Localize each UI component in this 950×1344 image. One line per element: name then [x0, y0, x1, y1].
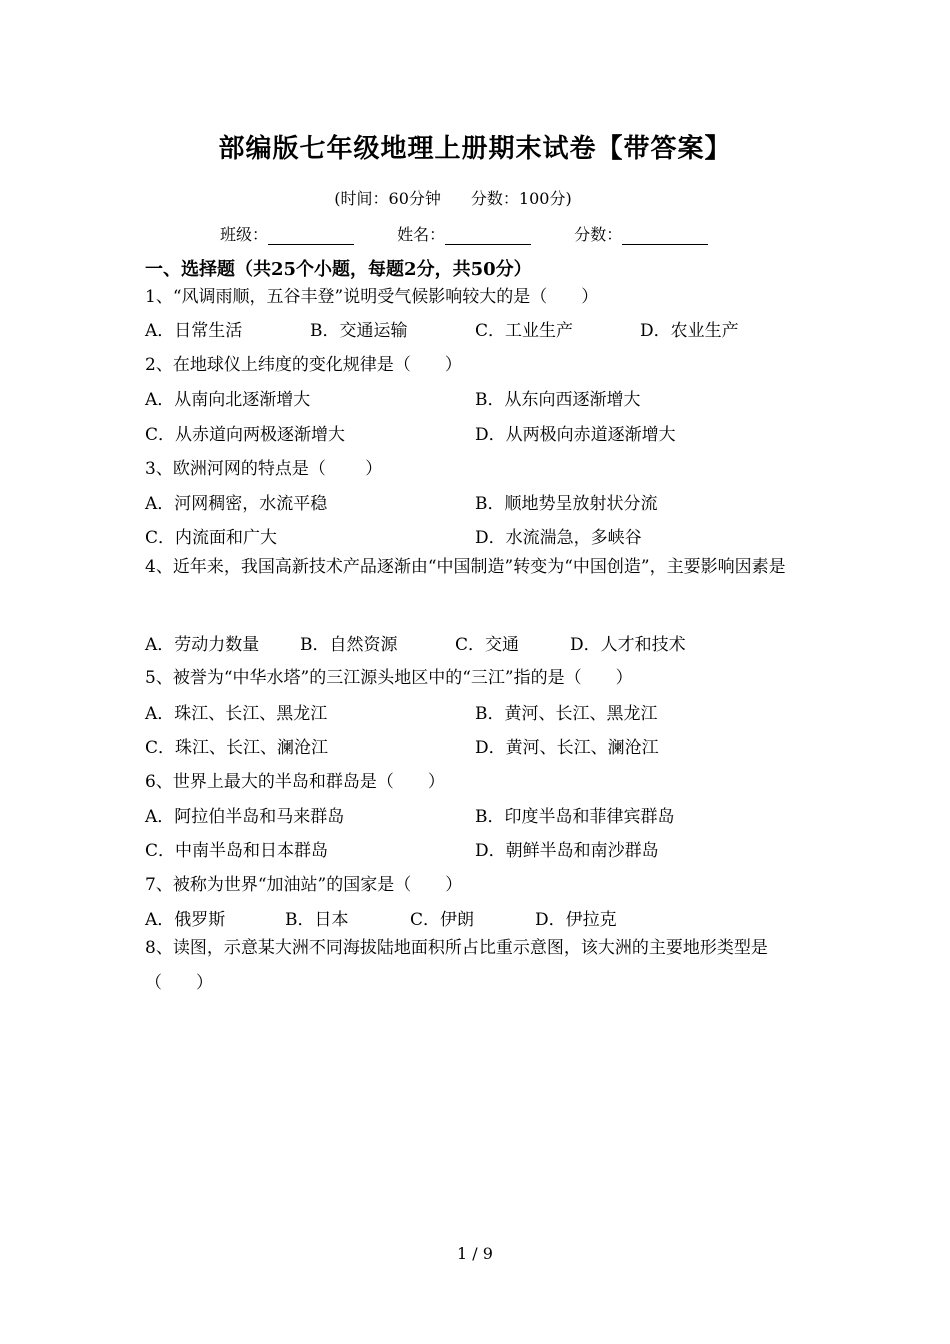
total-score: 分数：100分): [470, 189, 572, 208]
option-row: [145, 385, 641, 410]
option-b: B．印度半岛和菲律宾群岛: [475, 807, 675, 827]
section-title: 一、选择题（共25个小题，每题2分，共50分）: [145, 259, 532, 280]
option-row: [145, 489, 658, 514]
option-b: B．日本: [285, 910, 349, 930]
option-a: A．河网稠密，水流平稳: [145, 494, 328, 514]
option-d: D．农业生产: [640, 321, 739, 341]
option-row: [145, 905, 617, 930]
option-a: A．俄罗斯: [145, 910, 226, 930]
option-d: D．从两极向赤道逐渐增大: [475, 425, 676, 445]
question-stem: 2、在地球仪上纬度的变化规律是（ ）: [145, 355, 462, 375]
question-stem: 5、被誉为“中华水塔”的三江源头地区中的“三江”指的是（ ）: [145, 668, 633, 688]
exam-subtitle: [0, 186, 906, 209]
option-b: B．黄河、长江、黑龙江: [475, 704, 658, 724]
option-c: C．工业生产: [475, 321, 574, 341]
option-b: B．顺地势呈放射状分流: [475, 494, 658, 514]
score-blank[interactable]: [622, 228, 708, 245]
question-stem: 6、世界上最大的半岛和群岛是（ ）: [145, 772, 445, 792]
question-stem: 4、近年来，我国高新技术产品逐渐由“中国制造”转变为“中国创造”，主要影响因素是: [145, 557, 786, 577]
page-number: 1 / 9: [457, 1244, 493, 1263]
option-c: C．内流面和广大: [145, 528, 278, 548]
option-b: B．交通运输: [310, 321, 408, 341]
option-a: A．从南向北逐渐增大: [145, 390, 311, 410]
option-c: C．从赤道向两极逐渐增大: [145, 425, 346, 445]
option-d: D．伊拉克: [535, 910, 617, 930]
option-c: C．伊朗: [410, 910, 475, 930]
option-row: [145, 733, 659, 758]
question-stem: 7、被称为世界“加油站”的国家是（ ）: [145, 875, 463, 895]
option-c: C．珠江、长江、澜沧江: [145, 738, 329, 758]
question-stem: 3、欧洲河网的特点是（ ）: [145, 459, 383, 479]
exam-title: 部编版七年级地理上册期末试卷【带答案】: [218, 134, 732, 164]
score-field: 分数：: [574, 222, 708, 245]
option-d: D．朝鲜半岛和南沙群岛: [475, 841, 659, 861]
option-d: D．人才和技术: [570, 635, 686, 655]
option-d: D．水流湍急，多峡谷: [475, 528, 642, 548]
class-blank[interactable]: [268, 228, 354, 245]
option-c: C．交通: [455, 635, 520, 655]
class-field: 班级：: [220, 222, 354, 245]
student-info: [220, 222, 746, 245]
option-c: C．中南半岛和日本群岛: [145, 841, 329, 861]
name-blank[interactable]: [445, 228, 531, 245]
option-a: A．日常生活: [145, 321, 243, 341]
option-row: [145, 523, 642, 548]
option-a: A．劳动力数量: [145, 635, 260, 655]
option-b: B．自然资源: [300, 635, 398, 655]
option-d: D．黄河、长江、澜沧江: [475, 738, 659, 758]
option-row: [145, 699, 658, 724]
option-row: [145, 802, 675, 827]
option-row: [145, 316, 739, 341]
option-a: A．阿拉伯半岛和马来群岛: [145, 807, 345, 827]
option-row: [145, 630, 686, 655]
option-row: [145, 836, 659, 861]
question-stem: 8、读图，示意某大洲不同海拔陆地面积所占比重示意图，该大洲的主要地形类型是（ ）: [145, 938, 768, 993]
question-stem: 1、“风调雨顺，五谷丰登”说明受气候影响较大的是（ ）: [145, 287, 599, 307]
option-b: B．从东向西逐渐增大: [475, 390, 641, 410]
time-limit: (时间：60分钟: [334, 189, 441, 208]
option-a: A．珠江、长江、黑龙江: [145, 704, 328, 724]
name-field: 姓名：: [397, 222, 531, 245]
option-row: [145, 420, 676, 445]
